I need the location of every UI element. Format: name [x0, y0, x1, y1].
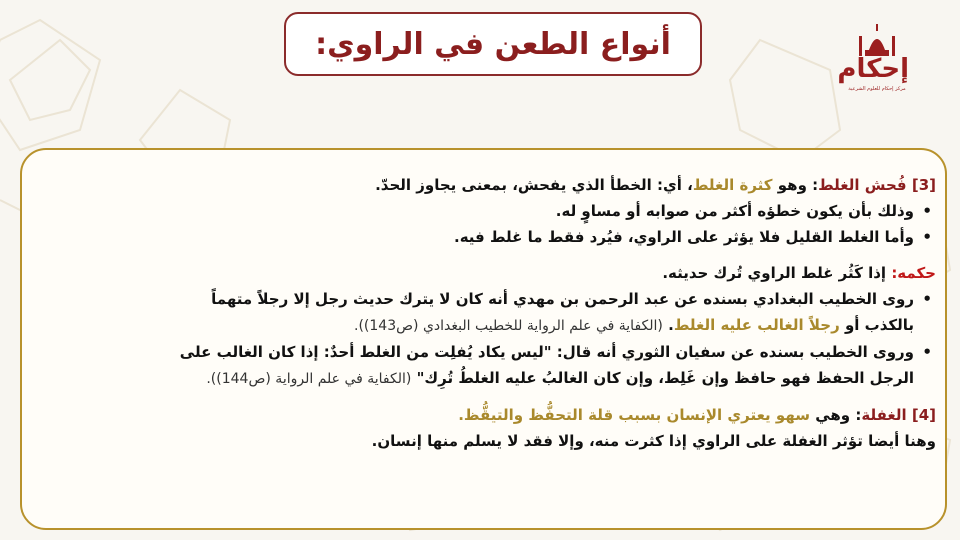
section4-term: الغفلة	[861, 406, 907, 424]
ruling-bullet-2	[56, 339, 936, 392]
content-body	[56, 172, 936, 454]
ruling-label: حكمه:	[891, 264, 936, 282]
ruling-heading	[56, 260, 936, 286]
ruling-text: إذا كَثُر غلط الراوي تُرك حديثه.	[662, 264, 887, 282]
section4-text: وهنا أيضا تؤثر الغفلة على الراوي إذا كثرت منه، وإلا فقد لا يسلم منها إنسان.	[371, 432, 936, 450]
ruling-bullet-1	[56, 286, 936, 339]
ruling-bullet-1-text: بالكذب أو	[844, 316, 914, 334]
ruling-bullet-1-line-1: • روى الخطيب البغدادي بسنده عن عبد الرحمن بن مهدي أنه كان لا يترك حديث رجل إلا رجلاً متهماً	[211, 290, 914, 308]
page-title: أنواع الطعن في الراوي:	[315, 26, 671, 62]
ruling-bullet-1-line-2	[56, 312, 914, 339]
section3-term: فُحش الغلط	[818, 176, 907, 194]
section3-bullet-1: • وذلك بأن يكون خطؤه أكثر من صوابه أو مساوٍ له.	[56, 198, 936, 224]
section3-highlight: كثرة الغلط	[692, 176, 773, 194]
ruling-bullet-1-period: .	[668, 316, 674, 334]
section3-number: [3]	[911, 176, 936, 194]
ruling-bullet-2-text: الرجل الحفظ فهو حافظ وإن غَلِط، وإن كان الغالبُ عليه الغلطُ تُرِك"	[416, 369, 914, 387]
section3-bullet-2: • وأما الغلط القليل فلا يؤثر على الراوي، فيُرد فقط ما غلط فيه.	[56, 224, 936, 250]
mosque-icon	[845, 24, 909, 58]
section3-definition: ، أي: الخطأ الذي يفحش، بمعنى يجاوز الحدّ.	[375, 176, 693, 194]
ruling-bullet-2-line-2	[56, 365, 914, 392]
section3-intro: : وهو	[777, 176, 819, 194]
ruling-bullet-1-source: (الكفاية في علم الرواية للخطيب البغدادي (ص143)).	[354, 318, 663, 334]
section4-intro: : وهي	[815, 406, 862, 424]
ruling-bullet-2-line-1: • وروى الخطيب بسنده عن سفيان الثوري أنه قال: "ليس يكاد يُفلِت من الغلط أحدٌ: إذا كان الغالب على	[179, 343, 914, 361]
ruling-bullet-1-highlight: رجلاً الغالب عليه الغلط	[673, 316, 840, 334]
section4-number: [4]	[911, 406, 936, 424]
logo	[837, 24, 909, 96]
section3-heading	[56, 172, 936, 198]
logo-caption: مركز إحكام للعلوم الشرعية	[848, 86, 906, 92]
ruling-bullet-2-source: (الكفاية في علم الرواية (ص144)).	[206, 371, 412, 387]
title-box	[284, 12, 702, 76]
section4-heading	[56, 402, 936, 428]
section4-highlight: سهو يعتري الإنسان بسبب قلة التحفُّظ والتيقُّظ.	[458, 406, 810, 424]
logo-name: إحكام	[837, 54, 909, 84]
